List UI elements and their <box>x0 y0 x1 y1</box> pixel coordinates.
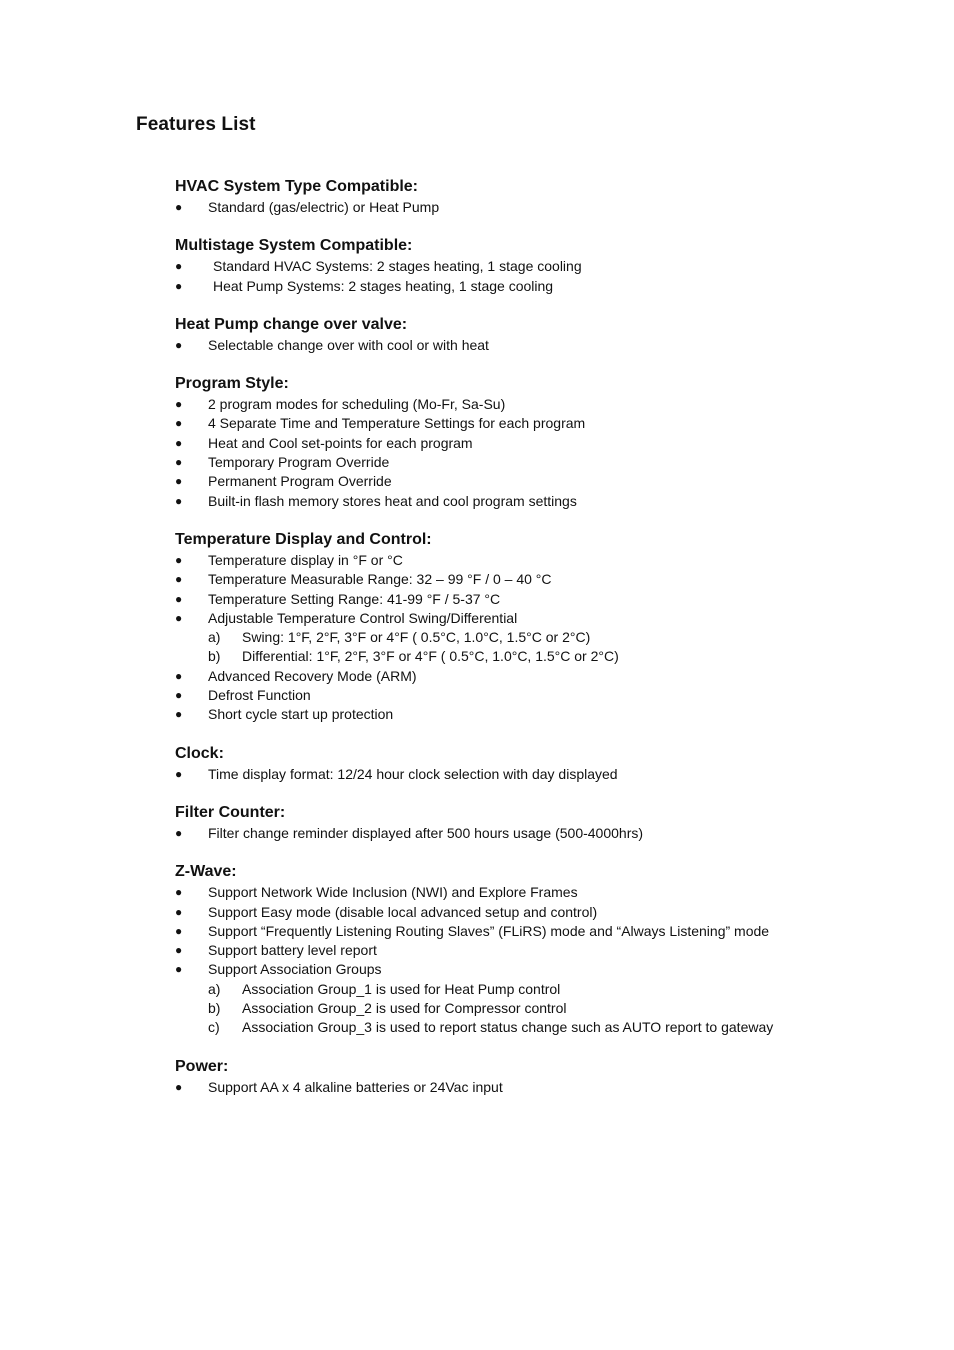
bullet-dot-icon: ● <box>175 435 183 450</box>
bullet-dot-icon: ● <box>175 416 183 431</box>
bullet-dot-icon: ● <box>175 591 183 606</box>
list-item: ● Support AA x 4 alkaline batteries or 24Vac input <box>175 1078 815 1097</box>
section-heading: Filter Counter: <box>175 803 286 821</box>
list-item: ● Support battery level report <box>175 941 815 960</box>
section-clock <box>175 743 815 784</box>
bullet-dot-icon: ● <box>175 493 183 508</box>
section-heading: Heat Pump change over valve: <box>175 315 408 333</box>
bullet-dot-icon: ● <box>175 259 183 274</box>
list-item: ● Heat and Cool set-points for each program <box>175 434 815 453</box>
section-heading: Power: <box>175 1057 229 1075</box>
list-item: ● Support “Frequently Listening Routing Slaves” (FLiRS) mode and “Always Listening” mode <box>175 922 815 941</box>
sub-list-item: a) Association Group_1 is used for Heat Pump control <box>208 980 561 997</box>
bullet-dot-icon: ● <box>175 962 183 977</box>
bullet-dot-icon: ● <box>175 688 183 703</box>
section-temperature-display <box>175 529 815 725</box>
section-heading: Clock: <box>175 744 224 762</box>
section-heading: Temperature Display and Control: <box>175 530 432 548</box>
section-heading: HVAC System Type Compatible: <box>175 178 419 195</box>
bullet-dot-icon: ● <box>175 278 183 293</box>
bullet-dot-icon: ● <box>175 397 183 412</box>
list-item: ● Temperature Measurable Range: 32 – 99 °F / 0 – 40 °C <box>175 570 815 589</box>
list-item: ● Advanced Recovery Mode (ARM) <box>175 667 815 686</box>
section-heat-pump-valve <box>175 314 815 355</box>
list-item: ● Standard (gas/electric) or Heat Pump <box>175 198 815 217</box>
list-item: ● Adjustable Temperature Control Swing/Differential <box>175 609 815 628</box>
section-power <box>175 1056 815 1097</box>
list-item: ● Permanent Program Override <box>175 472 815 491</box>
section-filter-counter <box>175 802 815 843</box>
list-item: ● Short cycle start up protection <box>175 705 815 724</box>
list-item: ● 2 program modes for scheduling (Mo-Fr, Sa-Su) <box>175 395 815 414</box>
list-item: ● Temperature Setting Range: 41-99 °F / 5-37 °C <box>175 590 815 609</box>
list-item: ● Support Network Wide Inclusion (NWI) and Explore Frames <box>175 883 815 902</box>
bullet-dot-icon: ● <box>175 943 183 958</box>
bullet-dot-icon: ● <box>175 455 183 470</box>
section-heading: Multistage System Compatible: <box>175 237 413 255</box>
bullet-dot-icon: ● <box>175 885 183 900</box>
bullet-dot-icon: ● <box>175 200 183 214</box>
section-heading: Program Style: <box>175 375 289 393</box>
list-item: ● Heat Pump Systems: 2 stages heating, 1 stage cooling <box>175 277 815 296</box>
list-item: ● Filter change reminder displayed after 500 hours usage (500-4000hrs) <box>175 824 815 843</box>
section-heading: Z-Wave: <box>175 863 237 881</box>
list-item: ● Selectable change over with cool or with heat <box>175 336 815 355</box>
bullet-dot-icon: ● <box>175 337 183 352</box>
bullet-dot-icon: ● <box>175 668 183 683</box>
section-hvac-system-type <box>175 176 815 217</box>
sub-list-item: a) Swing: 1°F, 2°F, 3°F or 4°F ( 0.5°C, 1.0°C, 1.5°C or 2°C) <box>208 629 591 646</box>
sub-list-item: c) Association Group_3 is used to report status change such as AUTO report to gateway <box>208 1019 774 1036</box>
bullet-dot-icon: ● <box>175 474 183 489</box>
section-z-wave <box>175 861 815 1037</box>
document-title: Features List <box>136 114 256 135</box>
bullet-dot-icon: ● <box>175 904 183 919</box>
list-item: ● Standard HVAC Systems: 2 stages heating, 1 stage cooling <box>175 257 815 276</box>
bullet-dot-icon: ● <box>175 572 183 587</box>
bullet-dot-icon: ● <box>175 1079 183 1094</box>
list-item: ● Support Association Groups <box>175 960 815 979</box>
bullet-dot-icon: ● <box>175 766 183 781</box>
bullet-dot-icon: ● <box>175 923 183 938</box>
list-item: ● Temperature display in °F or °C <box>175 551 815 570</box>
bullet-dot-icon: ● <box>175 610 183 625</box>
bullet-dot-icon: ● <box>175 552 183 567</box>
section-program-style <box>175 373 815 511</box>
features-content <box>175 176 815 1115</box>
sub-list-item: b) Association Group_2 is used for Compressor control <box>208 1000 567 1017</box>
list-item: ● Support Easy mode (disable local advanced setup and control) <box>175 903 815 922</box>
list-item: ● Time display format: 12/24 hour clock selection with day displayed <box>175 765 815 784</box>
bullet-dot-icon: ● <box>175 707 183 722</box>
section-multistage-system <box>175 235 815 296</box>
sub-list-item: b) Differential: 1°F, 2°F, 3°F or 4°F ( 0.5°C, 1.0°C, 1.5°C or 2°C) <box>208 648 619 665</box>
list-item: ● Defrost Function <box>175 686 815 705</box>
list-item: ● Temporary Program Override <box>175 453 815 472</box>
list-item: ● Built-in flash memory stores heat and cool program settings <box>175 492 815 511</box>
bullet-dot-icon: ● <box>175 825 183 840</box>
list-item: ● 4 Separate Time and Temperature Settings for each program <box>175 414 815 433</box>
